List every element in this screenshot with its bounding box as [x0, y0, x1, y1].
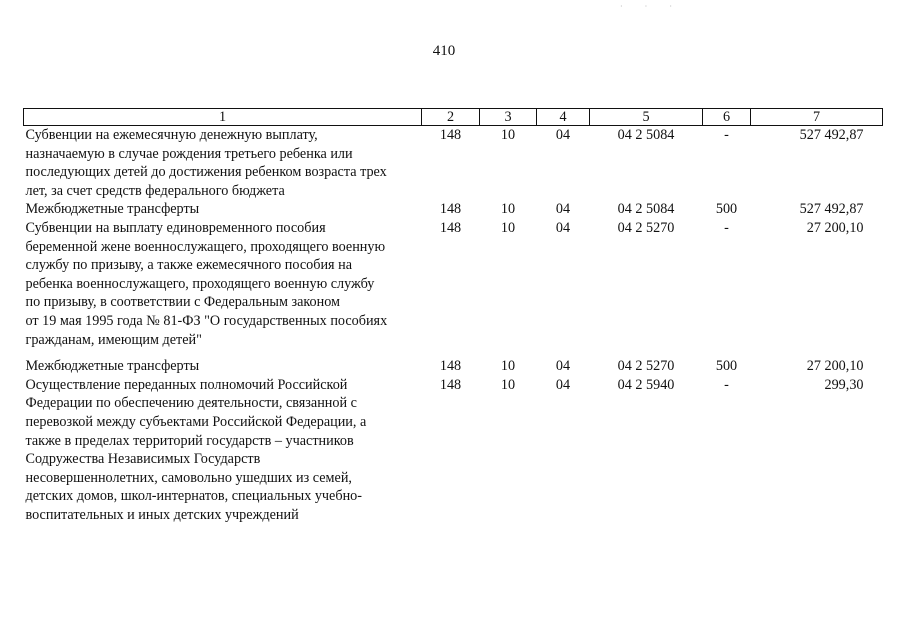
cell-subsection-code: 04 [555, 201, 571, 218]
cell-target-code: 04 2 5270 [617, 358, 675, 375]
table-row [24, 126, 883, 201]
description-line: Содружества Независимых Государств [25, 451, 261, 468]
cell-target-code: 04 2 5270 [617, 219, 675, 236]
cell-section-code: 10 [500, 201, 516, 218]
description-line: службу по призыву, а также ежемесячного пособия на [25, 257, 353, 274]
header-col-6: 6 [703, 109, 751, 126]
cell-expense-type: 500 [715, 201, 738, 218]
row-description [24, 200, 422, 219]
table-row [24, 376, 883, 525]
description-line: Федерации по обеспечению деятельности, связанной с [25, 395, 357, 412]
description-line: детских домов, школ-интернатов, специальных учебно- [25, 488, 362, 505]
cell-section-code: 10 [500, 127, 516, 143]
description-line: от 19 мая 1995 года № 81-ФЗ "О государственных пособиях [25, 312, 388, 329]
cell-amount: 27 200,10 [806, 358, 864, 375]
cell-subsection-code: 04 [555, 127, 571, 143]
cell-expense-type: 500 [715, 358, 738, 375]
budget-table [23, 108, 883, 524]
cell-expense-type: - [724, 219, 729, 236]
row-description [24, 376, 422, 525]
cell-target-code: 04 2 5940 [617, 376, 675, 393]
description-line: несовершеннолетних, самовольно ушедших из семей, [25, 469, 352, 486]
table-row [24, 357, 883, 376]
cell-ministry-code: 148 [439, 376, 462, 393]
table-row [24, 219, 883, 357]
cell-section-code: 10 [500, 219, 516, 236]
cell-ministry-code: 148 [439, 201, 462, 218]
description-line: Субвенции на ежемесячную денежную выплату, [25, 127, 318, 143]
cell-amount: 527 492,87 [799, 201, 864, 218]
cell-amount: 27 200,10 [806, 219, 864, 236]
header-col-7: 7 [751, 109, 883, 126]
header-col-3: 3 [480, 109, 537, 126]
cell-section-code: 10 [500, 376, 516, 393]
header-col-5: 5 [590, 109, 703, 126]
cell-target-code: 04 2 5084 [617, 201, 675, 218]
row-description [24, 126, 422, 201]
cell-section-code: 10 [500, 358, 516, 375]
header-col-1: 1 [24, 109, 422, 126]
description-line: Межбюджетные трансферты [25, 201, 200, 218]
description-line: гражданам, имеющим детей" [25, 331, 202, 348]
description-line: беременной жене военнослужащего, проходящего военную [25, 238, 386, 255]
row-description [24, 219, 422, 357]
scan-artifact-dots: · · · [620, 2, 682, 11]
cell-target-code: 04 2 5084 [617, 127, 675, 143]
cell-subsection-code: 04 [555, 376, 571, 393]
description-line: назначаемую в случае рождения третьего ребенка или [25, 145, 353, 162]
header-col-2: 2 [422, 109, 480, 126]
description-line: Межбюджетные трансферты [25, 358, 200, 375]
description-line: также в пределах территорий государств – участников [25, 432, 354, 449]
cell-subsection-code: 04 [555, 219, 571, 236]
description-line: лет, за счет средств федерального бюджета [25, 182, 285, 199]
cell-subsection-code: 04 [555, 358, 571, 375]
cell-ministry-code: 148 [439, 127, 462, 143]
description-line: последующих детей до достижения ребенком возраста трех [25, 164, 387, 181]
description-line: Субвенции на выплату единовременного пособия [25, 219, 326, 236]
header-col-4: 4 [537, 109, 590, 126]
cell-expense-type: - [724, 376, 729, 393]
page-number: 410 [432, 43, 456, 59]
table-row [24, 200, 883, 219]
description-line: ребенка военнослужащего, проходящего военную службу [25, 275, 375, 292]
cell-ministry-code: 148 [439, 219, 462, 236]
row-description [24, 357, 422, 376]
cell-ministry-code: 148 [439, 358, 462, 375]
description-line: перевозкой между субъектами Российской Федерации, а [25, 413, 367, 430]
description-line: воспитательных и иных детских учреждений [25, 506, 299, 523]
cell-amount: 527 492,87 [799, 127, 864, 143]
description-line: Осуществление переданных полномочий Российской [25, 376, 348, 393]
cell-expense-type: - [724, 127, 729, 143]
header-row [24, 109, 883, 126]
description-line: по призыву, в соответствии с Федеральным законом [25, 294, 341, 311]
cell-amount: 299,30 [824, 376, 864, 393]
